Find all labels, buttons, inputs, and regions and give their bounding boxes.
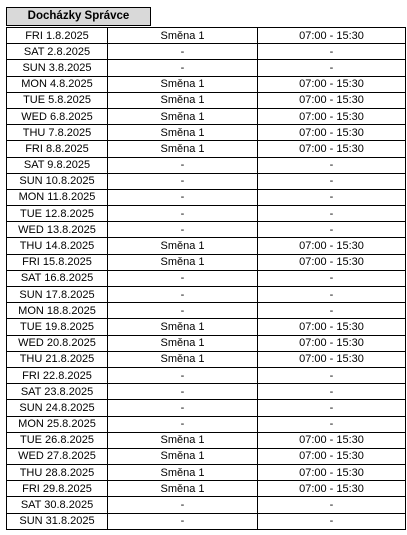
time-cell[interactable]: 07:00 - 15:30: [258, 432, 406, 448]
table-row: [7, 400, 406, 416]
shift-cell[interactable]: -: [108, 513, 258, 529]
date-cell[interactable]: TUE 19.8.2025: [7, 319, 108, 335]
table-row: [7, 270, 406, 286]
shift-cell[interactable]: Směna 1: [108, 238, 258, 254]
shift-cell[interactable]: Směna 1: [108, 28, 258, 44]
date-cell[interactable]: WED 6.8.2025: [7, 108, 108, 124]
date-cell[interactable]: SAT 16.8.2025: [7, 270, 108, 286]
table-row: [7, 465, 406, 481]
shift-cell[interactable]: Směna 1: [108, 448, 258, 464]
table-row: [7, 222, 406, 238]
time-cell[interactable]: -: [258, 270, 406, 286]
shift-cell[interactable]: -: [108, 44, 258, 60]
date-cell[interactable]: SAT 30.8.2025: [7, 497, 108, 513]
date-cell[interactable]: FRI 22.8.2025: [7, 367, 108, 383]
table-row: [7, 125, 406, 141]
date-cell[interactable]: THU 7.8.2025: [7, 125, 108, 141]
date-cell[interactable]: SAT 23.8.2025: [7, 384, 108, 400]
shift-cell[interactable]: Směna 1: [108, 335, 258, 351]
time-cell[interactable]: -: [258, 222, 406, 238]
shift-cell[interactable]: -: [108, 157, 258, 173]
table-row: [7, 335, 406, 351]
date-cell[interactable]: FRI 8.8.2025: [7, 141, 108, 157]
shift-cell[interactable]: -: [108, 416, 258, 432]
time-cell[interactable]: 07:00 - 15:30: [258, 238, 406, 254]
shift-cell[interactable]: Směna 1: [108, 351, 258, 367]
shift-cell[interactable]: -: [108, 497, 258, 513]
date-cell[interactable]: SUN 31.8.2025: [7, 513, 108, 529]
table-row: [7, 319, 406, 335]
shift-cell[interactable]: -: [108, 400, 258, 416]
sheet-title[interactable]: Docházky Správce: [6, 7, 151, 26]
table-row: [7, 108, 406, 124]
date-cell[interactable]: FRI 1.8.2025: [7, 28, 108, 44]
time-cell[interactable]: -: [258, 44, 406, 60]
time-cell[interactable]: 07:00 - 15:30: [258, 351, 406, 367]
shift-cell[interactable]: Směna 1: [108, 76, 258, 92]
attendance-table: [6, 27, 406, 530]
table-row: [7, 367, 406, 383]
table-row: [7, 303, 406, 319]
shift-cell[interactable]: Směna 1: [108, 481, 258, 497]
table-row: [7, 157, 406, 173]
time-cell[interactable]: 07:00 - 15:30: [258, 448, 406, 464]
time-cell[interactable]: -: [258, 303, 406, 319]
table-row: [7, 189, 406, 205]
time-cell[interactable]: 07:00 - 15:30: [258, 465, 406, 481]
time-cell[interactable]: 07:00 - 15:30: [258, 481, 406, 497]
time-cell[interactable]: 07:00 - 15:30: [258, 28, 406, 44]
table-row: [7, 513, 406, 529]
table-row: [7, 28, 406, 44]
time-cell[interactable]: -: [258, 497, 406, 513]
time-cell[interactable]: -: [258, 367, 406, 383]
table-row: [7, 481, 406, 497]
date-cell[interactable]: FRI 15.8.2025: [7, 254, 108, 270]
shift-cell[interactable]: Směna 1: [108, 92, 258, 108]
date-cell[interactable]: TUE 5.8.2025: [7, 92, 108, 108]
shift-cell[interactable]: Směna 1: [108, 125, 258, 141]
table-row: [7, 60, 406, 76]
time-cell[interactable]: 07:00 - 15:30: [258, 141, 406, 157]
time-cell[interactable]: 07:00 - 15:30: [258, 108, 406, 124]
shift-cell[interactable]: Směna 1: [108, 319, 258, 335]
date-cell[interactable]: SUN 3.8.2025: [7, 60, 108, 76]
time-cell[interactable]: -: [258, 416, 406, 432]
shift-cell[interactable]: Směna 1: [108, 108, 258, 124]
shift-cell[interactable]: -: [108, 173, 258, 189]
shift-cell[interactable]: -: [108, 222, 258, 238]
time-cell[interactable]: -: [258, 60, 406, 76]
date-cell[interactable]: WED 13.8.2025: [7, 222, 108, 238]
time-cell[interactable]: -: [258, 173, 406, 189]
time-cell[interactable]: 07:00 - 15:30: [258, 76, 406, 92]
attendance-table-body: [7, 28, 406, 530]
time-cell[interactable]: -: [258, 189, 406, 205]
time-cell[interactable]: 07:00 - 15:30: [258, 335, 406, 351]
table-row: [7, 448, 406, 464]
table-row: [7, 92, 406, 108]
time-cell[interactable]: -: [258, 206, 406, 222]
time-cell[interactable]: -: [258, 513, 406, 529]
date-cell[interactable]: WED 27.8.2025: [7, 448, 108, 464]
shift-cell[interactable]: -: [108, 189, 258, 205]
time-cell[interactable]: 07:00 - 15:30: [258, 319, 406, 335]
date-cell[interactable]: MON 4.8.2025: [7, 76, 108, 92]
date-cell[interactable]: SAT 9.8.2025: [7, 157, 108, 173]
table-row: [7, 206, 406, 222]
shift-cell[interactable]: -: [108, 206, 258, 222]
date-cell[interactable]: SUN 24.8.2025: [7, 400, 108, 416]
shift-cell[interactable]: -: [108, 367, 258, 383]
shift-cell[interactable]: Směna 1: [108, 141, 258, 157]
shift-cell[interactable]: -: [108, 303, 258, 319]
table-row: [7, 432, 406, 448]
time-cell[interactable]: -: [258, 157, 406, 173]
date-cell[interactable]: TUE 12.8.2025: [7, 206, 108, 222]
time-cell[interactable]: 07:00 - 15:30: [258, 92, 406, 108]
shift-cell[interactable]: -: [108, 384, 258, 400]
table-row: [7, 254, 406, 270]
time-cell[interactable]: -: [258, 400, 406, 416]
table-row: [7, 141, 406, 157]
time-cell[interactable]: -: [258, 384, 406, 400]
date-cell[interactable]: THU 14.8.2025: [7, 238, 108, 254]
table-row: [7, 76, 406, 92]
table-row: [7, 287, 406, 303]
time-cell[interactable]: -: [258, 287, 406, 303]
shift-cell[interactable]: -: [108, 287, 258, 303]
table-row: [7, 351, 406, 367]
date-cell[interactable]: THU 28.8.2025: [7, 465, 108, 481]
table-row: [7, 416, 406, 432]
time-cell[interactable]: 07:00 - 15:30: [258, 254, 406, 270]
shift-cell[interactable]: -: [108, 60, 258, 76]
shift-cell[interactable]: Směna 1: [108, 254, 258, 270]
shift-cell[interactable]: Směna 1: [108, 465, 258, 481]
date-cell[interactable]: SAT 2.8.2025: [7, 44, 108, 60]
time-cell[interactable]: 07:00 - 15:30: [258, 125, 406, 141]
date-cell[interactable]: WED 20.8.2025: [7, 335, 108, 351]
date-cell[interactable]: TUE 26.8.2025: [7, 432, 108, 448]
date-cell[interactable]: MON 18.8.2025: [7, 303, 108, 319]
table-row: [7, 238, 406, 254]
date-cell[interactable]: MON 25.8.2025: [7, 416, 108, 432]
date-cell[interactable]: SUN 10.8.2025: [7, 173, 108, 189]
date-cell[interactable]: MON 11.8.2025: [7, 189, 108, 205]
date-cell[interactable]: SUN 17.8.2025: [7, 287, 108, 303]
table-row: [7, 497, 406, 513]
shift-cell[interactable]: -: [108, 270, 258, 286]
date-cell[interactable]: THU 21.8.2025: [7, 351, 108, 367]
shift-cell[interactable]: Směna 1: [108, 432, 258, 448]
table-row: [7, 384, 406, 400]
table-row: [7, 44, 406, 60]
date-cell[interactable]: FRI 29.8.2025: [7, 481, 108, 497]
table-row: [7, 173, 406, 189]
